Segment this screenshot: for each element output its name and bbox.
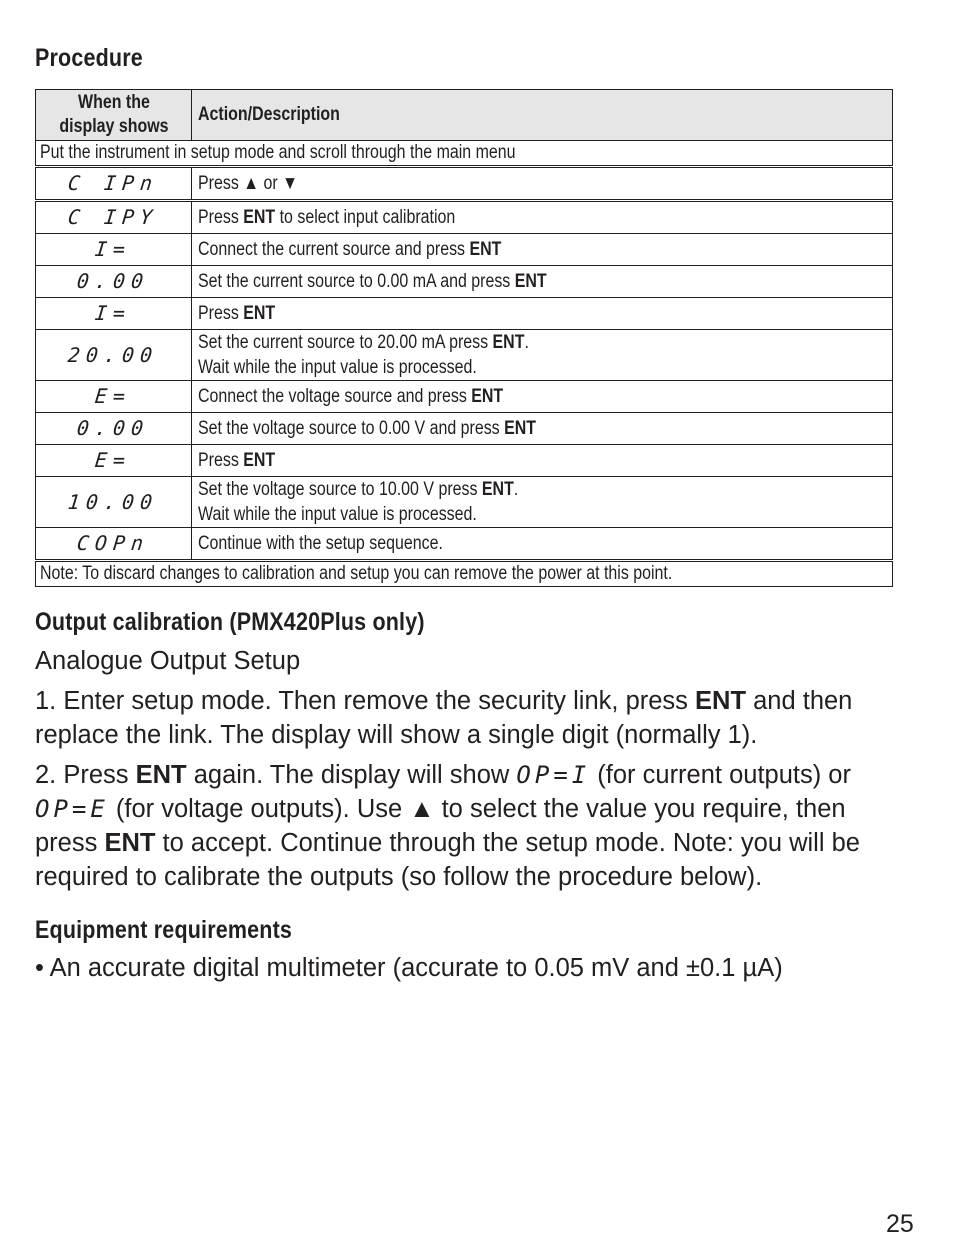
step-2-text-c: again. The display will show	[186, 761, 517, 789]
action-cell	[192, 167, 893, 201]
table-row	[36, 477, 893, 528]
display-op-e: OP=E	[35, 795, 109, 823]
action-text-pre: Press ▲ or ▼	[198, 173, 298, 194]
action-text-bold: ENT	[243, 303, 276, 324]
display-readout: COPn	[76, 531, 151, 555]
action-text-post: .	[513, 479, 519, 500]
display-cell	[36, 201, 192, 234]
table-row	[36, 167, 893, 201]
action-cell	[192, 413, 893, 445]
table-row	[36, 201, 893, 234]
action-text-line2: Wait while the input value is processed.	[198, 504, 477, 525]
action-cell	[192, 298, 893, 330]
display-readout: I=	[94, 301, 133, 325]
display-cell	[36, 477, 192, 528]
action-text-bold: ENT	[471, 386, 504, 407]
table-row	[36, 234, 893, 266]
action-text-bold: ENT	[469, 239, 502, 260]
display-readout: 0.00	[76, 269, 151, 293]
action-cell	[192, 381, 893, 413]
table-row	[36, 298, 893, 330]
action-text-pre: Set the voltage source to 10.00 V press	[198, 479, 482, 500]
action-cell	[192, 330, 893, 381]
display-readout: 0.00	[76, 416, 151, 440]
intro-text: Put the instrument in setup mode and scroll through the main menu	[40, 142, 516, 163]
action-text-pre: Press	[198, 207, 244, 228]
step-2-ent-2: ENT	[104, 829, 156, 857]
display-cell	[36, 413, 192, 445]
action-text	[198, 448, 275, 473]
table-row	[36, 528, 893, 561]
table-header-row	[36, 90, 893, 141]
action-text	[198, 330, 529, 380]
step-1-paragraph	[35, 684, 915, 752]
display-cell	[36, 298, 192, 330]
display-cell	[36, 330, 192, 381]
action-cell	[192, 201, 893, 234]
display-cell	[36, 381, 192, 413]
step-2-text-g: (for voltage outputs). Use ▲ to select the value you require, then press	[35, 795, 846, 857]
action-text-pre: Set the voltage source to 0.00 V and press	[198, 418, 505, 439]
action-text	[198, 301, 275, 326]
header-action	[192, 90, 893, 141]
action-text-bold: ENT	[481, 479, 514, 500]
step-2-text-i: to accept. Continue through the setup mode. Note: you will be required to calibrate the outputs (so follow the procedure below).	[35, 829, 860, 891]
display-cell	[36, 234, 192, 266]
action-text-bold: ENT	[504, 418, 537, 439]
action-cell	[192, 528, 893, 561]
table-row	[36, 266, 893, 298]
action-text-pre: Connect the current source and press	[198, 239, 470, 260]
action-text-bold: ENT	[514, 271, 547, 292]
action-cell	[192, 445, 893, 477]
action-cell	[192, 266, 893, 298]
action-text	[198, 531, 443, 556]
page-number: 25	[886, 1210, 914, 1238]
action-text-bold: ENT	[243, 207, 276, 228]
action-text-pre: Press	[198, 450, 244, 471]
action-cell	[192, 234, 893, 266]
action-text-pre: Set the current source to 20.00 mA press	[198, 332, 493, 353]
display-readout: C IPY	[67, 205, 160, 229]
note-text: Note: To discard changes to calibration and setup you can remove the power at this point.	[40, 563, 673, 584]
equipment-item: • An accurate digital multimeter (accurate to 0.05 mV and ±0.1 µA)	[35, 954, 783, 982]
action-text-pre: Continue with the setup sequence.	[198, 533, 443, 554]
intro-cell	[36, 141, 893, 167]
intro-row	[36, 141, 893, 167]
action-text	[198, 269, 547, 294]
display-readout: E=	[94, 448, 133, 472]
display-readout: I=	[94, 237, 133, 261]
action-text-pre: Press	[198, 303, 244, 324]
display-readout: E=	[94, 384, 133, 408]
equipment-heading: Equipment requirements	[35, 916, 293, 944]
step-1-ent: ENT	[695, 687, 747, 715]
step-2-ent-1: ENT	[135, 761, 187, 789]
step-1-text-b: and then replace the link. The display will show a single digit (normally 1).	[35, 687, 853, 749]
step-1-text-a: 1. Enter setup mode. Then remove the security link, press	[35, 687, 696, 715]
display-op-i: OP=I	[516, 761, 591, 789]
procedure-heading: Procedure	[35, 44, 143, 72]
note-row	[36, 561, 893, 587]
action-text-bold: ENT	[492, 332, 525, 353]
step-2-paragraph	[35, 758, 915, 894]
action-text-pre: Set the current source to 0.00 mA and press	[198, 271, 515, 292]
display-cell	[36, 445, 192, 477]
action-text	[198, 205, 455, 230]
table-row	[36, 381, 893, 413]
header-display-shows	[36, 90, 192, 141]
action-text-bold: ENT	[243, 450, 276, 471]
header-action-label: Action/Description	[198, 104, 340, 125]
action-text	[198, 171, 298, 196]
step-2-text-e: (for current outputs) or	[590, 761, 851, 789]
action-text	[198, 416, 536, 441]
display-readout: 10.00	[67, 489, 160, 514]
action-text	[198, 237, 501, 262]
action-text-post: to select input calibration	[275, 207, 456, 228]
procedure-table	[35, 89, 893, 587]
table-row	[36, 413, 893, 445]
action-text-post: .	[524, 332, 529, 353]
display-cell	[36, 167, 192, 201]
action-text	[198, 477, 518, 527]
action-text-pre: Connect the voltage source and press	[198, 386, 472, 407]
display-readout: C IPn	[67, 171, 160, 195]
output-calibration-heading: Output calibration (PMX420Plus only)	[35, 608, 425, 636]
header-display-label: When the display shows	[58, 92, 169, 137]
analogue-output-subheading: Analogue Output Setup	[35, 647, 301, 675]
table-row	[36, 330, 893, 381]
display-cell	[36, 528, 192, 561]
action-text	[198, 384, 503, 409]
display-cell	[36, 266, 192, 298]
table-row	[36, 445, 893, 477]
step-2-text-a: 2. Press	[35, 761, 136, 789]
note-cell	[36, 561, 893, 587]
action-cell	[192, 477, 893, 528]
procedure-rows	[36, 167, 893, 561]
display-readout: 20.00	[67, 342, 160, 367]
action-text-line2: Wait while the input value is processed.	[198, 357, 477, 378]
